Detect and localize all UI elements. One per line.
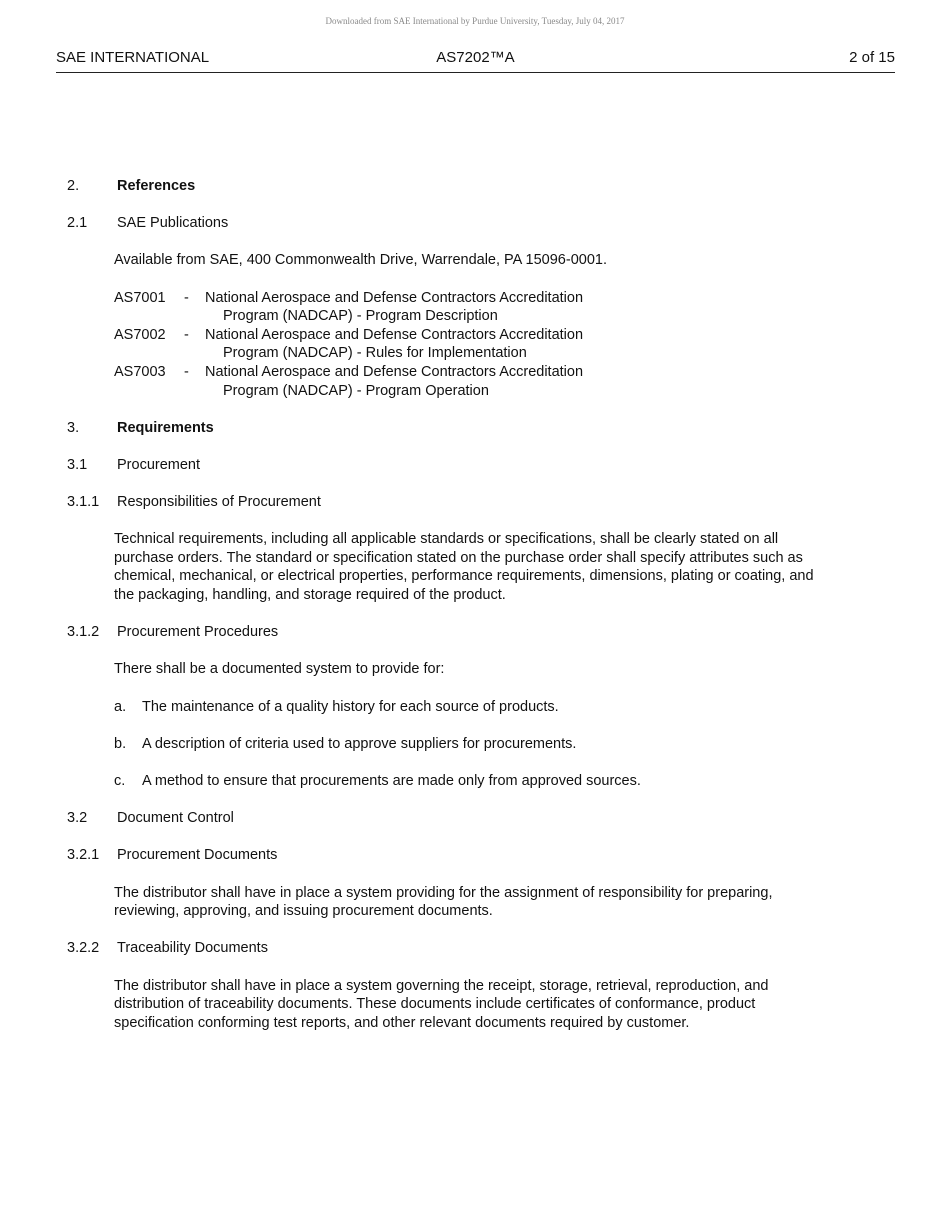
reference-item <box>114 326 842 363</box>
list-item <box>114 698 842 717</box>
section-title: Procurement Procedures <box>117 624 279 641</box>
section-title: Procurement Documents <box>117 847 278 864</box>
section-3-2-2-text: The distributor shall have in place a system governing the receipt, storage, retrieval, reproduction, and distribution of traceability documents. These documents include certificates of conformance, product specification conforming test reports, and other relevant documents required by customer. <box>114 977 769 1031</box>
reference-dash: - <box>184 326 189 343</box>
document-body <box>67 177 842 1051</box>
section-number: 3.1 <box>67 456 88 473</box>
reference-title-line2: Program (NADCAP) - Program Operation <box>223 382 489 399</box>
section-title: Traceability Documents <box>117 940 268 957</box>
reference-dash: - <box>184 289 189 306</box>
page-number: 2 of 15 <box>849 49 895 66</box>
reference-title-line2: Program (NADCAP) - Program Description <box>223 308 498 325</box>
list-text: The maintenance of a quality history for each source of products. <box>142 698 559 715</box>
section-number: 3.2.2 <box>67 940 100 957</box>
section-3-1-2-heading <box>67 623 842 642</box>
section-number: 3.1.1 <box>67 494 100 511</box>
section-3-heading <box>67 419 842 438</box>
list-text: A description of criteria used to approve suppliers for procurements. <box>142 735 577 752</box>
section-3-2-1-heading <box>67 846 842 865</box>
reference-title-line1: National Aerospace and Defense Contractors Accreditation <box>205 363 584 380</box>
list-item <box>114 772 842 791</box>
section-3-2-heading <box>67 809 842 828</box>
section-title: References <box>117 178 196 194</box>
section-title: Document Control <box>117 810 234 827</box>
reference-item <box>114 363 842 400</box>
reference-item <box>114 289 842 326</box>
reference-list <box>114 289 842 401</box>
download-watermark: Downloaded from SAE International by Purdue University, Tuesday, July 04, 2017 <box>325 16 625 26</box>
list-text: A method to ensure that procurements are made only from approved sources. <box>142 773 641 789</box>
reference-code: AS7001 <box>114 289 166 306</box>
list-item <box>114 735 842 754</box>
reference-title-line1: National Aerospace and Defense Contractors Accreditation <box>205 326 584 343</box>
list-letter: c. <box>114 773 126 789</box>
reference-title-line1: National Aerospace and Defense Contractors Accreditation <box>205 289 584 306</box>
section-number: 3.2.1 <box>67 847 100 864</box>
list-letter: b. <box>114 735 127 752</box>
section-2-heading <box>67 177 842 196</box>
section-3-2-2-heading <box>67 939 842 958</box>
section-number: 2. <box>67 178 80 194</box>
reference-dash: - <box>184 363 189 380</box>
section-title: Requirements <box>117 419 214 436</box>
list-letter: a. <box>114 698 127 715</box>
publisher-name: SAE INTERNATIONAL <box>56 49 210 66</box>
section-2-1-heading <box>67 214 842 233</box>
section-title: Procurement <box>117 456 201 473</box>
reference-code: AS7002 <box>114 326 166 343</box>
section-number: 3.1.2 <box>67 624 100 641</box>
section-3-2-1-text: The distributor shall have in place a system providing for the assignment of responsibility for preparing, reviewing, approving, and issuing procurement documents. <box>114 884 773 920</box>
page-header <box>56 49 895 73</box>
section-title: Responsibilities of Procurement <box>117 494 321 511</box>
reference-code: AS7003 <box>114 363 166 380</box>
section-title: SAE Publications <box>117 215 229 232</box>
section-3-1-heading <box>67 456 842 475</box>
section-number: 2.1 <box>67 215 88 232</box>
reference-title-line2: Program (NADCAP) - Rules for Implementation <box>223 345 527 362</box>
section-number: 3.2 <box>67 810 88 827</box>
section-3-1-1-heading <box>67 493 842 512</box>
section-2-1-text: Available from SAE, 400 Commonwealth Drive, Warrendale, PA 15096-0001. <box>114 252 607 269</box>
document-number: AS7202™A <box>436 49 515 66</box>
section-number: 3. <box>67 419 80 436</box>
section-3-1-2-text: There shall be a documented system to provide for: <box>114 661 445 678</box>
section-3-1-1-text: Technical requirements, including all applicable standards or specifications, shall be clearly stated on all purchase orders. The standard or specification stated on the purchase order shall specify attributes such as chemical, mechanical, or electrical properties, performance requirements, dimensions, plating or coating, and the packaging, handling, and storage required of the product. <box>114 531 814 604</box>
